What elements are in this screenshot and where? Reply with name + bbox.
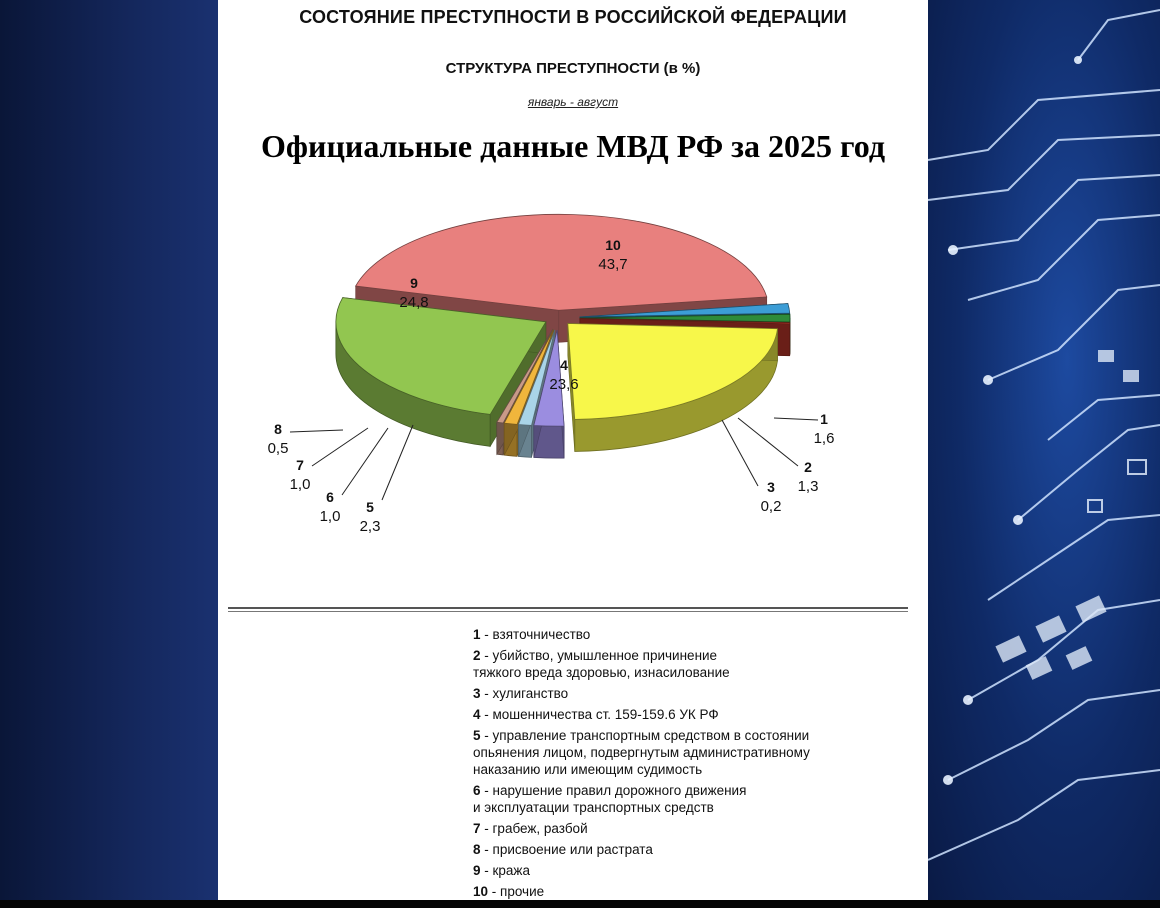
leader-line-8 — [290, 430, 343, 432]
period-label: январь - август — [527, 95, 619, 109]
slice-value-label: 1,3 — [797, 478, 819, 495]
document-page — [218, 0, 928, 900]
slice-value-label: 0,2 — [760, 498, 782, 515]
slice-number-label: 3 — [767, 479, 775, 495]
legend-item — [473, 782, 913, 816]
legend-text: - нарушение правил дорожного движения и эксплуатации транспортных средств — [473, 783, 747, 815]
legend-number: 9 — [473, 863, 481, 878]
slice-value-label: 1,6 — [813, 430, 835, 447]
slice-value-label: 2,3 — [359, 518, 381, 535]
slice-value-label: 24,8 — [399, 294, 429, 311]
legend-item — [473, 647, 913, 681]
legend-text: - грабеж, разбой — [480, 821, 588, 836]
page-title: СОСТОЯНИЕ ПРЕСТУПНОСТИ В РОССИЙСКОЙ ФЕДЕРАЦИИ — [299, 7, 847, 27]
slice-value-label: 43,7 — [598, 256, 628, 273]
leader-line-7 — [312, 428, 368, 466]
slice-value-label: 1,0 — [289, 476, 311, 493]
legend-number: 1 — [473, 627, 481, 642]
legend-item — [473, 841, 913, 858]
bottom-bar — [0, 900, 1160, 908]
slice-value-label: 23,6 — [549, 376, 579, 393]
slice-number-label: 10 — [605, 237, 621, 253]
legend-text: - мошенничества ст. 159-159.6 УК РФ — [480, 707, 719, 722]
legend-number: 8 — [473, 842, 481, 857]
slice-value-label: 1,0 — [319, 508, 341, 525]
background-left-panel — [0, 0, 218, 900]
chart-title: СТРУКТУРА ПРЕСТУПНОСТИ (в %) — [445, 60, 701, 77]
legend — [473, 626, 913, 900]
legend-number: 7 — [473, 821, 481, 836]
slice-number-label: 8 — [274, 421, 282, 437]
pie-chart — [218, 0, 928, 600]
legend-number: 2 — [473, 648, 481, 663]
legend-text: - убийство, умышленное причинение тяжкого вреда здоровью, изнасилование — [473, 648, 730, 680]
legend-number: 3 — [473, 686, 481, 701]
legend-number: 10 — [473, 884, 489, 899]
leader-line-1 — [774, 418, 818, 420]
circuit-decoration — [928, 0, 1160, 900]
slice-number-label: 6 — [326, 489, 334, 505]
divider — [228, 607, 908, 609]
legend-item — [473, 883, 913, 900]
legend-item — [473, 685, 913, 702]
legend-text: - присвоение или растрата — [480, 842, 653, 857]
legend-item — [473, 862, 913, 879]
legend-number: 6 — [473, 783, 481, 798]
legend-item — [473, 727, 913, 778]
legend-item — [473, 706, 913, 723]
slice-number-label: 5 — [366, 499, 374, 515]
slice-number-label: 1 — [820, 411, 828, 427]
legend-number: 4 — [473, 707, 481, 722]
leader-line-6 — [342, 428, 388, 495]
slice-number-label: 7 — [296, 457, 304, 473]
legend-item — [473, 820, 913, 837]
leader-line-2 — [738, 418, 798, 466]
slice-number-label: 2 — [804, 459, 812, 475]
legend-text: - прочие — [488, 884, 545, 899]
official-caption: Официальные данные МВД РФ за 2025 год — [260, 128, 886, 164]
slice-number-label: 9 — [410, 275, 418, 291]
slice-value-label: 0,5 — [267, 440, 289, 457]
legend-text: - кража — [480, 863, 530, 878]
slice-number-label: 4 — [560, 357, 568, 373]
divider — [228, 611, 908, 612]
legend-text: - управление транспортным средством в состоянии опьянения лицом, подвергнутым административному наказанию или имеющим судимость — [473, 728, 810, 777]
leader-line-5 — [382, 425, 413, 500]
legend-text: - взяточничество — [480, 627, 591, 642]
background-circuit-panel — [928, 0, 1160, 900]
legend-number: 5 — [473, 728, 481, 743]
legend-text: - хулиганство — [480, 686, 569, 701]
legend-item — [473, 626, 913, 643]
